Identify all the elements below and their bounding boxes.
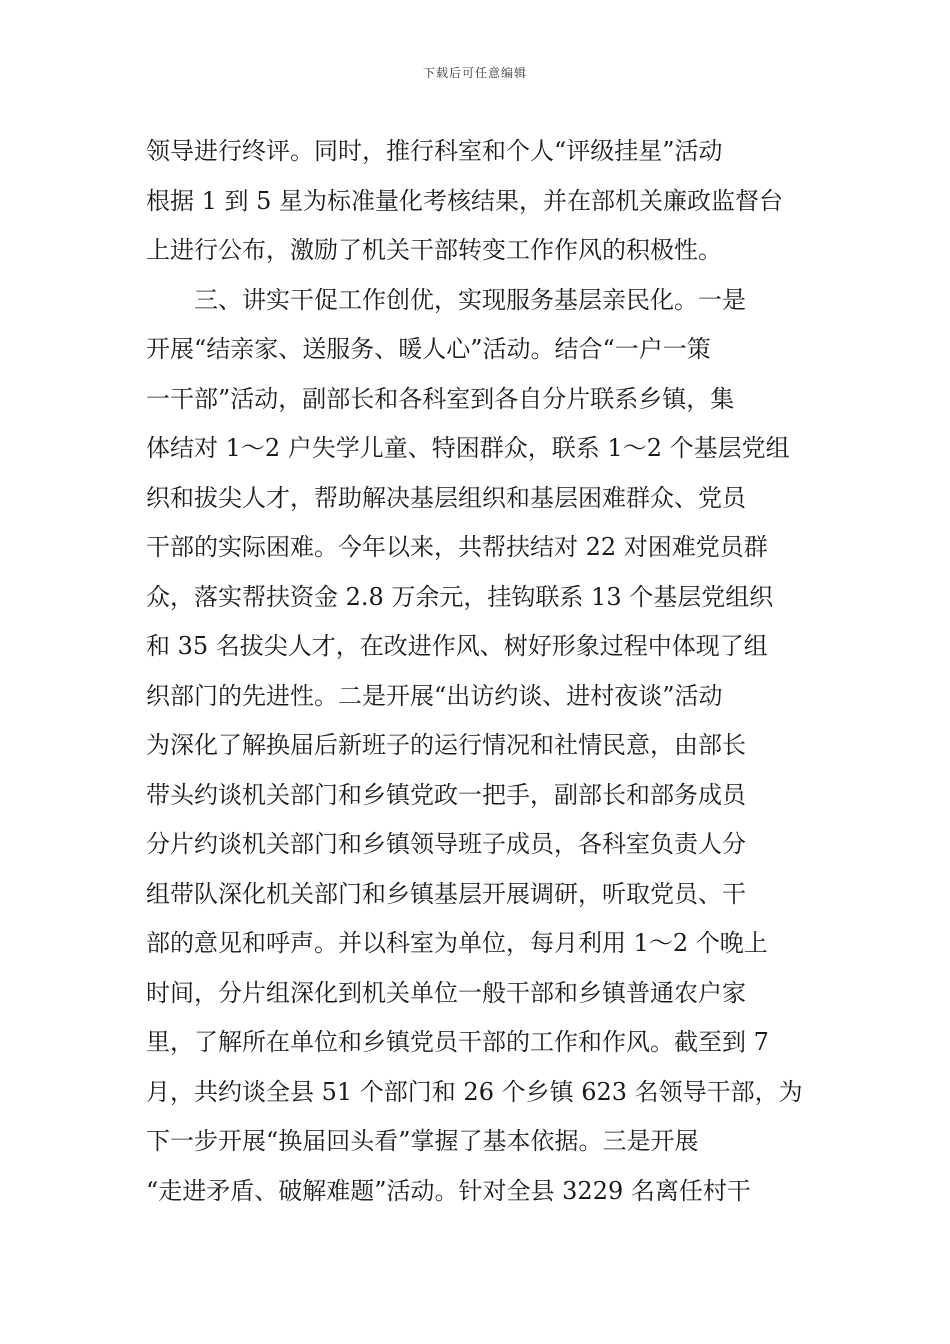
text-line: 里，了解所在单位和乡镇党员干部的工作和作风。截至到 7	[146, 1028, 769, 1056]
text-line: 和 35 名拔尖人才，在改进作风、树好形象过程中体现了组	[146, 632, 768, 660]
text-line: 领导进行终评。同时，推行科室和个人“评级挂星”活动	[146, 137, 723, 165]
text-line: 组带队深化机关部门和乡镇基层开展调研，听取党员、干	[146, 879, 746, 908]
text-line: 带头约谈机关部门和乡镇党政一把手，副部长和部务成员	[146, 780, 746, 809]
text-line: 月，共约谈全县 51 个部门和 26 个乡镇 623 名领导干部，为	[146, 1077, 803, 1106]
page-header: 下载后可任意编辑	[422, 66, 527, 80]
text-line: 时间，分片组深化到机关单位一般干部和乡镇普通农户家	[146, 978, 746, 1007]
text-line: 部的意见和呼声。并以科室为单位，每月利用 1～2 个晚上	[146, 929, 768, 957]
text-line: 下一步开展“换届回头看”掌握了基本依据。三是开展	[146, 1127, 699, 1155]
text-line: 开展“结亲家、送服务、暖人心”活动。结合“一户一策	[146, 335, 711, 363]
text-line: 一干部”活动，副部长和各科室到各自分片联系乡镇，集	[146, 384, 735, 413]
document-body	[146, 127, 810, 1216]
text-line: 为深化了解换届后新班子的运行情况和社情民意，由部长	[146, 731, 746, 759]
text-line: 分片约谈机关部门和乡镇领导班子成员，各科室负责人分	[146, 830, 746, 858]
text-line: 根据 1 到 5 星为标准量化考核结果，并在部机关廉政监督台	[146, 186, 784, 215]
text-line: 干部的实际困难。今年以来，共帮扶结对 22 对困难党员群	[146, 533, 768, 561]
text-line: 体结对 1～2 户失学儿童、特困群众，联系 1～2 个基层党组	[146, 434, 790, 462]
text-line: “走进矛盾、破解难题”活动。针对全县 3229 名离任村干	[146, 1176, 751, 1205]
text-line: 织和拔尖人才，帮助解决基层组织和基层困难群众、党员	[146, 483, 746, 512]
text-line: 织部门的先进性。二是开展“出访约谈、进村夜谈”活动	[146, 681, 723, 710]
text-line: 众，落实帮扶资金 2.8 万余元，挂钩联系 13 个基层党组织	[146, 582, 774, 611]
text-line: 三、讲实干促工作创优，实现服务基层亲民化。一是	[146, 285, 746, 314]
text-line: 上进行公布，激励了机关干部转变工作作风的积极性。	[146, 236, 722, 264]
